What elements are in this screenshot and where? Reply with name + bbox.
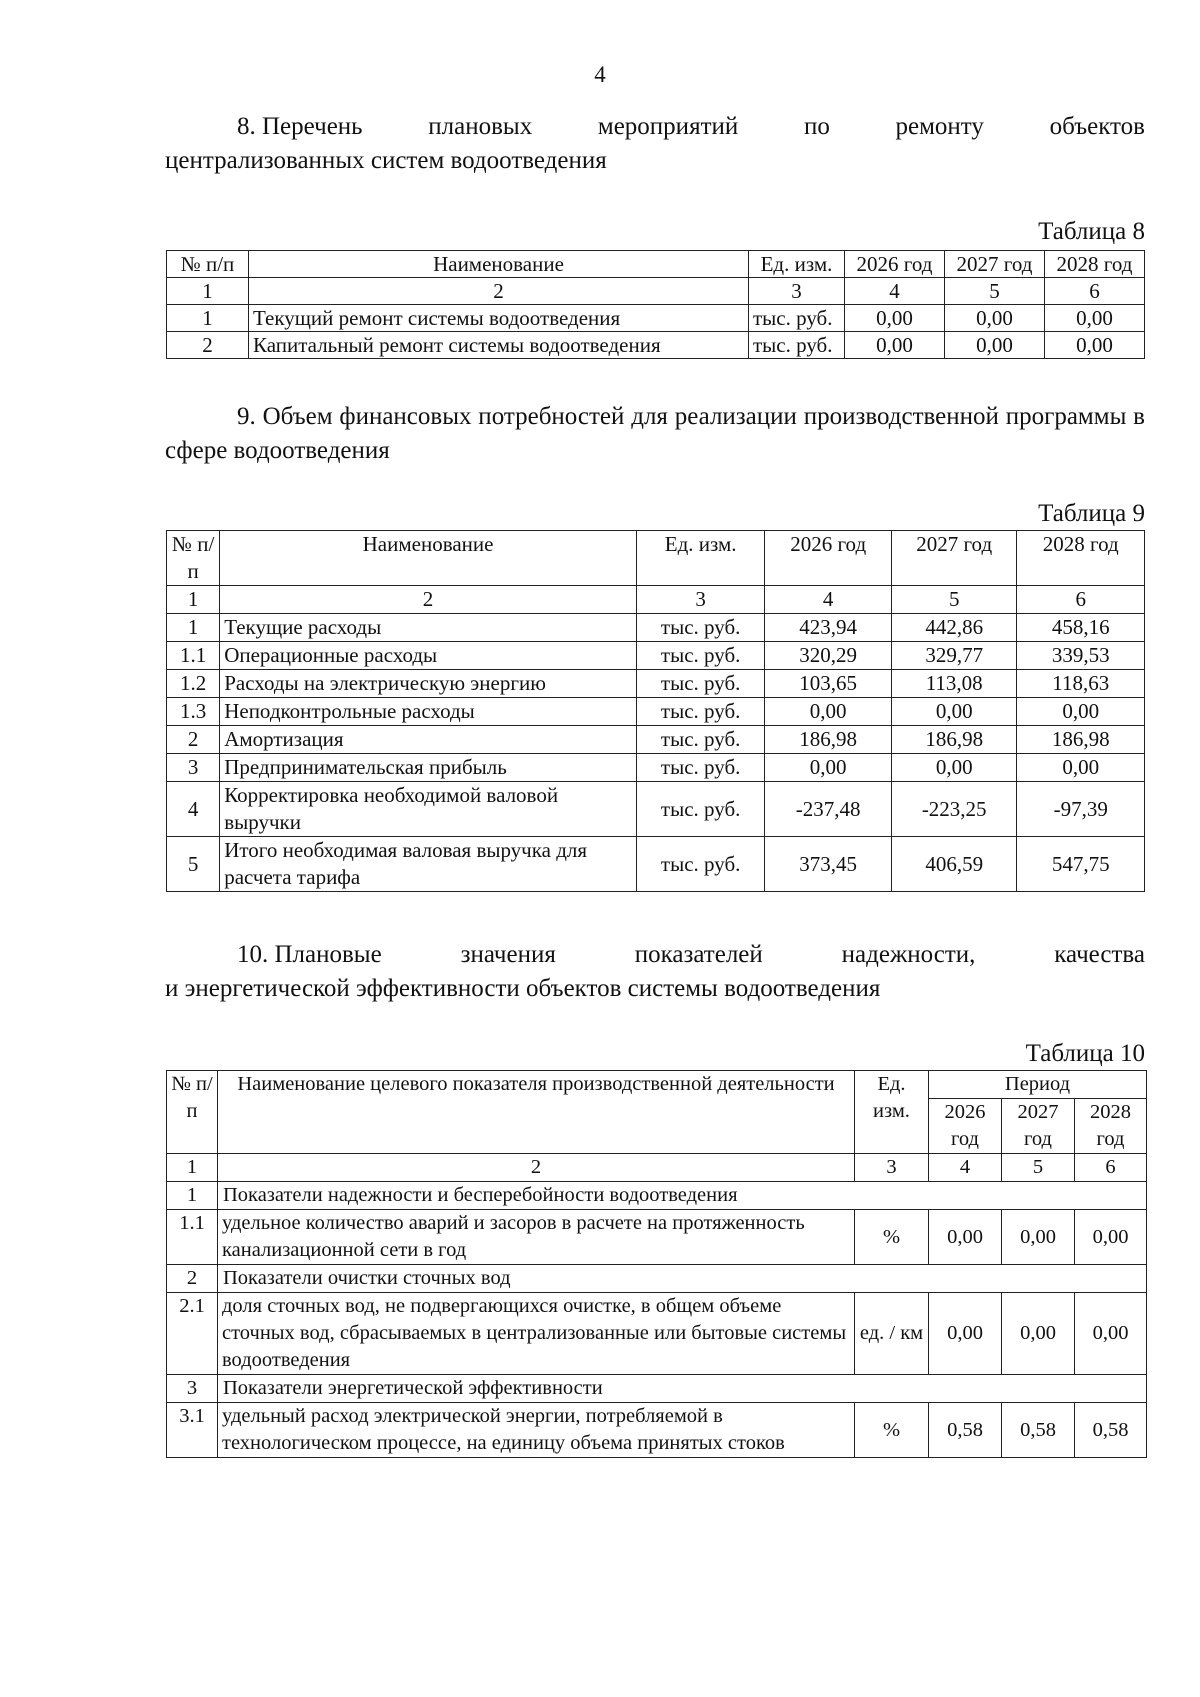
table10-year-cell: 2028 год: [1075, 1099, 1147, 1154]
table-cell: -223,25: [891, 782, 1017, 837]
table-cell: 329,77: [891, 642, 1017, 670]
table-cell: 0,00: [1075, 1293, 1147, 1375]
table-cell: Операционные расходы: [220, 642, 637, 670]
table-cell: 0,00: [765, 754, 892, 782]
table-cell: 1.3: [167, 698, 220, 726]
table-cell: Показатели надежности и бесперебойности водоотведения: [218, 1182, 1147, 1210]
table-cell: 4: [765, 586, 892, 614]
table-cell: 0,00: [1002, 1293, 1075, 1375]
table-cell: тыс. руб.: [636, 698, 765, 726]
table-cell: 0,00: [1017, 754, 1145, 782]
table10-period-header: Период: [929, 1071, 1147, 1099]
section9-heading: 9. Объем финансовых потребностей для реализации производственной программы в сфере водоотведения: [165, 403, 1145, 464]
table-cell: 0,00: [845, 305, 945, 332]
table-cell: 4: [845, 278, 945, 305]
table8-header-row: [167, 251, 1145, 278]
table-row: [167, 1182, 1147, 1210]
table-cell: Итого необходимая валовая выручка для расчета тарифа: [220, 837, 637, 892]
table10-header-cell: № п/п: [167, 1071, 218, 1154]
table-row: [167, 698, 1145, 726]
table9-header-cell: № п/п: [167, 531, 220, 586]
table-row: [167, 782, 1145, 837]
table-cell: тыс. руб.: [636, 782, 765, 837]
table-row: [167, 642, 1145, 670]
table-cell: 1: [167, 305, 249, 332]
table-cell: 2: [167, 726, 220, 754]
table-cell: Показатели энергетической эффективности: [218, 1375, 1147, 1403]
table-cell: удельное количество аварий и засоров в расчете на протяженность канализационной сети в год: [218, 1210, 855, 1265]
table10: [166, 1070, 1147, 1458]
table-cell: 1: [167, 278, 249, 305]
table-cell: 1: [167, 586, 220, 614]
table9: [166, 530, 1145, 892]
table-cell: Текущий ремонт системы водоотведения: [249, 305, 749, 332]
table-cell: 4: [929, 1154, 1002, 1182]
table-row: [167, 1375, 1147, 1403]
table-cell: 0,00: [891, 754, 1017, 782]
table-cell: 3: [855, 1154, 929, 1182]
table-cell: 1.1: [167, 1210, 218, 1265]
section8-heading: 8. Перечень плановых мероприятий по ремонту объектов централизованных систем водоотведения: [165, 113, 1145, 174]
table9-colnum-row: [167, 586, 1145, 614]
table10-colnum-row: [167, 1154, 1147, 1182]
table-cell: доля сточных вод, не подвергающихся очистке, в общем объеме сточных вод, сбрасываемых в централизованные или бытовые системы водоотведения: [218, 1293, 855, 1375]
table-cell: 6: [1017, 586, 1145, 614]
table-cell: %: [855, 1210, 929, 1265]
table-cell: 0,58: [1002, 1403, 1075, 1458]
table-cell: Текущие расходы: [220, 614, 637, 642]
table-cell: 186,98: [891, 726, 1017, 754]
table-cell: тыс. руб.: [636, 837, 765, 892]
table-cell: 1: [167, 1154, 218, 1182]
table-cell: 320,29: [765, 642, 892, 670]
table-cell: 2: [249, 278, 749, 305]
table-cell: 2.1: [167, 1293, 218, 1375]
table-cell: 373,45: [765, 837, 892, 892]
table8: [166, 250, 1145, 359]
table-cell: 406,59: [891, 837, 1017, 892]
table-cell: тыс. руб.: [749, 305, 845, 332]
table-row: [167, 670, 1145, 698]
table-cell: 2: [218, 1154, 855, 1182]
table-cell: 4: [167, 782, 220, 837]
table-cell: 3: [749, 278, 845, 305]
table-cell: 0,00: [929, 1293, 1002, 1375]
table-cell: 103,65: [765, 670, 892, 698]
table8-header-cell: Наименование: [249, 251, 749, 278]
table-row: [167, 1403, 1147, 1458]
table-cell: 0,00: [765, 698, 892, 726]
table-cell: 3.1: [167, 1403, 218, 1458]
table10-header-cell: Ед. изм.: [855, 1071, 929, 1154]
table-cell: 0,00: [945, 332, 1045, 359]
table-cell: Показатели очистки сточных вод: [218, 1265, 1147, 1293]
page-number: 4: [594, 62, 606, 87]
table8-caption: Таблица 8: [1038, 218, 1145, 245]
section10-heading: 10. Плановые значения показателей надежности, качества и энергетической эффективности объектов системы водоотведения: [165, 941, 1145, 1002]
table-cell: 0,00: [1045, 332, 1145, 359]
table-cell: тыс. руб.: [636, 670, 765, 698]
table-row: [167, 305, 1145, 332]
table-cell: тыс. руб.: [636, 754, 765, 782]
table-cell: удельный расход электрической энергии, потребляемой в технологическом процессе, на единицу объема принятых стоков: [218, 1403, 855, 1458]
table-cell: тыс. руб.: [636, 614, 765, 642]
table9-caption: Таблица 9: [1038, 500, 1145, 527]
table9-header-cell: 2026 год: [765, 531, 892, 586]
table-cell: 5: [1002, 1154, 1075, 1182]
table9-header-cell: Ед. изм.: [636, 531, 765, 586]
table-cell: 0,00: [945, 305, 1045, 332]
table10-header-cell: Наименование целевого показателя производственной деятельности: [218, 1071, 855, 1154]
table-cell: Предпринимательская прибыль: [220, 754, 637, 782]
table-cell: 0,00: [845, 332, 945, 359]
table-cell: 1.2: [167, 670, 220, 698]
table-cell: 2: [167, 332, 249, 359]
table-cell: 547,75: [1017, 837, 1145, 892]
table-cell: 0,00: [1017, 698, 1145, 726]
table-cell: %: [855, 1403, 929, 1458]
table10-header-row: [167, 1071, 1147, 1099]
table-cell: тыс. руб.: [636, 642, 765, 670]
table8-header-cell: № п/п: [167, 251, 249, 278]
table-cell: 458,16: [1017, 614, 1145, 642]
table8-header-cell: 2028 год: [1045, 251, 1145, 278]
table-cell: 2: [167, 1265, 218, 1293]
table-cell: 3: [167, 1375, 218, 1403]
table-cell: 3: [636, 586, 765, 614]
table-row: [167, 837, 1145, 892]
table-cell: 0,00: [1002, 1210, 1075, 1265]
table10-caption: Таблица 10: [1025, 1040, 1145, 1067]
table10-year-cell: 2027 год: [1002, 1099, 1075, 1154]
table-cell: 5: [945, 278, 1045, 305]
table-row: [167, 726, 1145, 754]
table-cell: 113,08: [891, 670, 1017, 698]
table-row: [167, 332, 1145, 359]
table-cell: 0,00: [1045, 305, 1145, 332]
table-cell: 5: [891, 586, 1017, 614]
table-cell: 1: [167, 614, 220, 642]
table-cell: 186,98: [1017, 726, 1145, 754]
table-cell: ед. / км: [855, 1293, 929, 1375]
table-cell: 3: [167, 754, 220, 782]
table-cell: Неподконтрольные расходы: [220, 698, 637, 726]
table-cell: 0,00: [1075, 1210, 1147, 1265]
table-cell: 6: [1075, 1154, 1147, 1182]
table-cell: -97,39: [1017, 782, 1145, 837]
table-cell: 442,86: [891, 614, 1017, 642]
table-cell: 0,00: [929, 1210, 1002, 1265]
table-cell: 1: [167, 1182, 218, 1210]
table-row: [167, 1210, 1147, 1265]
table-row: [167, 1265, 1147, 1293]
table9-header-row: [167, 531, 1145, 586]
table-cell: 0,58: [1075, 1403, 1147, 1458]
table-cell: 1.1: [167, 642, 220, 670]
table-row: [167, 754, 1145, 782]
table-cell: 6: [1045, 278, 1145, 305]
table8-header-cell: 2027 год: [945, 251, 1045, 278]
table9-header-cell: Наименование: [220, 531, 637, 586]
table-cell: тыс. руб.: [636, 726, 765, 754]
table-cell: Амортизация: [220, 726, 637, 754]
table8-colnum-row: [167, 278, 1145, 305]
table-cell: Расходы на электрическую энергию: [220, 670, 637, 698]
table-cell: 2: [220, 586, 637, 614]
table-cell: 5: [167, 837, 220, 892]
table-cell: 118,63: [1017, 670, 1145, 698]
table9-header-cell: 2028 год: [1017, 531, 1145, 586]
table-cell: 0,00: [891, 698, 1017, 726]
table9-header-cell: 2027 год: [891, 531, 1017, 586]
table8-header-cell: Ед. изм.: [749, 251, 845, 278]
table10-year-cell: 2026 год: [929, 1099, 1002, 1154]
table-cell: Корректировка необходимой валовой выручки: [220, 782, 637, 837]
table-row: [167, 614, 1145, 642]
table-cell: 423,94: [765, 614, 892, 642]
table-cell: -237,48: [765, 782, 892, 837]
table-cell: 186,98: [765, 726, 892, 754]
table8-header-cell: 2026 год: [845, 251, 945, 278]
table-cell: Капитальный ремонт системы водоотведения: [249, 332, 749, 359]
table-row: [167, 1293, 1147, 1375]
table-cell: тыс. руб.: [749, 332, 845, 359]
table-cell: 0,58: [929, 1403, 1002, 1458]
table-cell: 339,53: [1017, 642, 1145, 670]
